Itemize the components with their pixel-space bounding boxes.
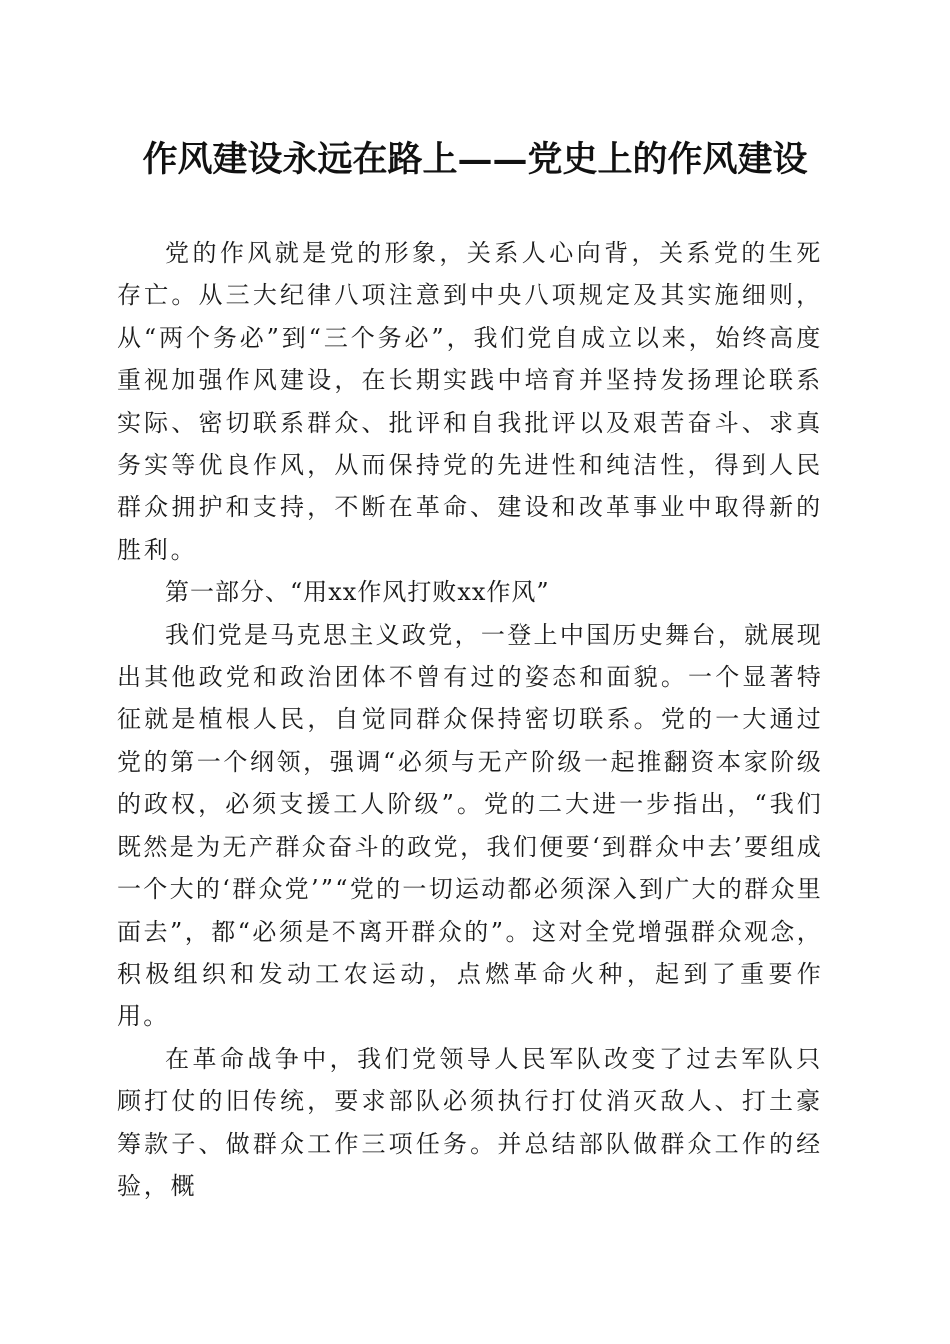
paragraph-revolutionary-war: 在革命战争中，我们党领导人民军队改变了过去军队只顾打仗的旧传统，要求部队必须执行打仗消灭敌人、打土豪筹款子、做群众工作三项任务。并总结部队做群众工作的经验，概 <box>117 1044 823 1200</box>
document-title: 作风建设永远在路上——党史上的作风建设 <box>142 139 808 180</box>
paragraph-intro: 党的作风就是党的形象，关系人心向背，关系党的生死存亡。从三大纪律八项注意到中央八项规定及其实施细则，从“两个务必”到“三个务必”，我们党自成立以来，始终高度重视加强作风建设，在长期实践中培育并坚持发扬理论联系实际、密切联系群众、批评和自我批评以及艰苦奋斗、求真务实等优良作风，从而保持党的先进性和纯洁性，得到人民群众拥护和支持，不断在革命、建设和改革事业中取得新的胜利。 <box>117 239 823 564</box>
document-body <box>117 232 823 1207</box>
paragraph-party-founding: 我们党是马克思主义政党，一登上中国历史舞台，就展现出其他政党和政治团体不曾有过的姿态和面貌。一个显著特征就是植根人民，自觉同群众保持密切联系。党的一大通过党的第一个纲领，强调“必须与无产阶级一起推翻资本家阶级的政权，必须支援工人阶级”。党的二大进一步指出，“我们既然是为无产群众奋斗的政党，我们便要‘到群众中去’要组成一个大的‘群众党’”“党的一切运动都必须深入到广大的群众里面去”，都“必须是不离开群众的”。这对全党增强群众观念，积极组织和发动工农运动，点燃革命火种，起到了重要作用。 <box>117 620 823 1031</box>
section-heading: 第一部分、“用xx作风打败xx作风” <box>165 578 550 607</box>
